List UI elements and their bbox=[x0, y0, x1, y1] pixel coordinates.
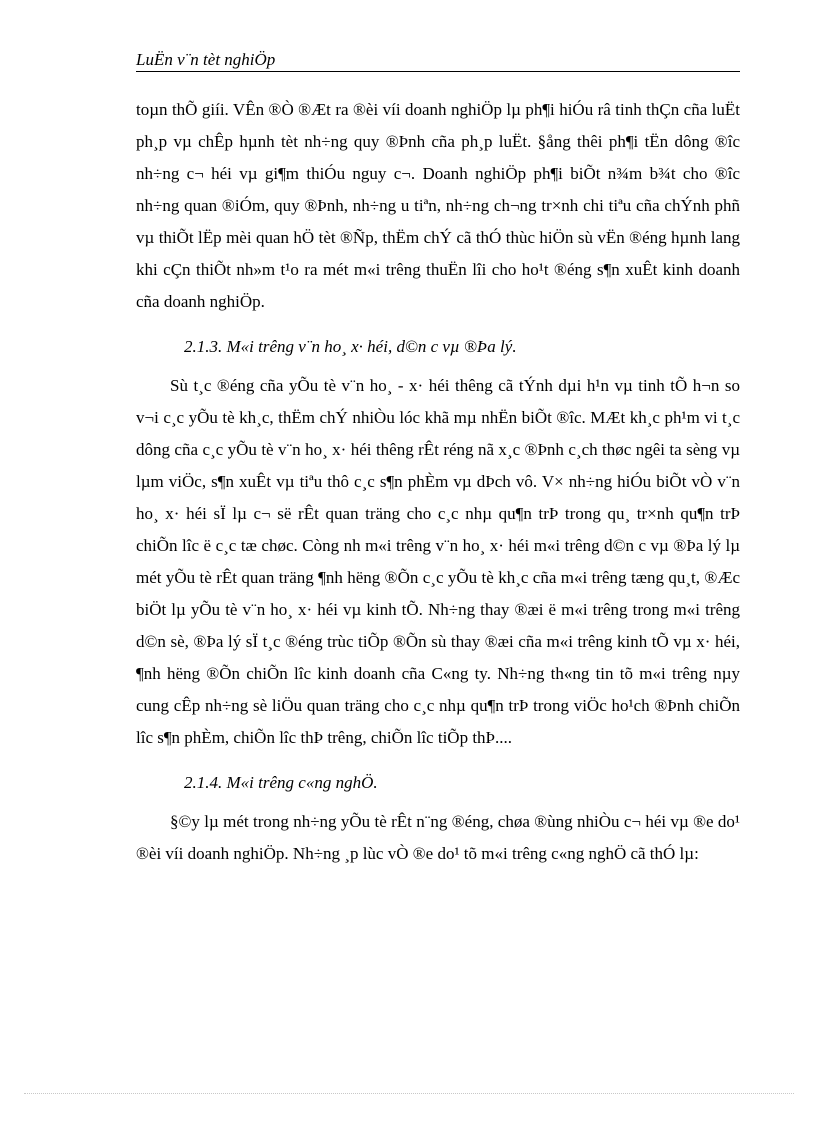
section-heading-2-1-3: 2.1.3. M«i trêng v¨n ho¸ x· héi, d©n c vµ ®Þa lý. bbox=[184, 337, 517, 356]
document-body bbox=[136, 94, 740, 870]
paragraph-cultural-environment: Sù t¸c ®éng cña yÕu tè v¨n ho¸ - x· héi thêng cã tÝnh dµi h¹n vµ tinh tÕ h¬n so v¬i c¸c yÕu tè kh¸c, thËm chÝ nhiÒu lóc khã mµ nhËn biÕt ®îc. MÆt kh¸c ph¹m vi t¸c dông cña c¸c yÕu tè v¨n ho¸ x· héi thêng rÊt réng nã x¸c ®Þnh c¸ch thøc ngêi ta sèng vµ lµm viÖc, s¶n xuÊt vµ tiªu thô c¸c s¶n phÈm vµ dÞch vô. V× nh÷ng hiÓu biÕt vÒ v¨n ho¸ x· héi sÏ lµ c¬ së rÊt quan träng cho c¸c nhµ qu¶n trÞ trong qu¸ tr×nh qu¶n trÞ chiÕn lîc ë c¸c tæ chøc. Còng nh m«i trêng v¨n ho¸ x· héi m«i trêng d©n c vµ ®Þa lý lµ mét yÕu tè rÊt quan träng ¶nh hëng ®Õn c¸c yÕu tè kh¸c cña m«i trêng tæng qu¸t, ®Æc biÖt lµ yÕu tè v¨n ho¸ x· héi vµ kinh tÕ. Nh÷ng thay ®æi ë m«i trêng trong m«i trêng d©n sè, ®Þa lý sÏ t¸c ®éng trùc tiÕp ®Õn sù thay ®æi cña m«i trêng kinh tÕ vµ x· héi, ¶nh hëng ®Õn chiÕn lîc kinh doanh cña C«ng ty. Nh÷ng th«ng tin tõ m«i trêng nµy cung cÊp nh÷ng sè liÖu quan träng cho c¸c nhµ qu¶n trÞ trong viÖc ho¹ch ®Þnh chiÕn lîc s¶n phÈm, chiÕn lîc thÞ trêng, chiÕn lîc tiÕp thÞ.... bbox=[136, 376, 740, 747]
section-heading-2-1-4: 2.1.4. M«i trêng c«ng nghÖ. bbox=[184, 773, 378, 792]
paragraph-legal-environment: toµn thÕ giíi. VÊn ®Ò ®Æt ra ®èi víi doanh nghiÖp lµ ph¶i hiÓu râ tinh thÇn cña luËt ph¸p vµ chÊp hµnh tèt nh÷ng quy ®Þnh cña ph¸p luËt. §ång thêi ph¶i tËn dông ®îc nh÷ng c¬ héi vµ gi¶m thiÓu nguy c¬. Doanh nghiÖp ph¶i biÕt n¾m b¾t cho ®îc nh÷ng quan ®iÓm, quy ®Þnh, nh÷ng u tiªn, nh÷ng ch¬ng tr×nh chi tiªu cña chÝnh phñ vµ thiÕt lËp mèi quan hÖ tèt ®Ñp, thËm chÝ cã thÓ thùc hiÖn sù vËn ®éng hµnh lang khi cÇn thiÕt nh»m t¹o ra mét m«i trêng thuËn lîi cho ho¹t ®éng s¶n xuÊt kinh doanh cña doanh nghiÖp. bbox=[136, 100, 740, 311]
paragraph-technology-environment: §©y lµ mét trong nh÷ng yÕu tè rÊt n¨ng ®éng, chøa ®ùng nhiÒu c¬ héi vµ ®e do¹ ®èi víi doanh nghiÖp. Nh÷ng ¸p lùc vÒ ®e do¹ tõ m«i trêng c«ng nghÖ cã thÓ lµ: bbox=[136, 812, 740, 863]
page-bottom-divider bbox=[24, 1093, 794, 1094]
page-header: LuËn v¨n tèt nghiÖp bbox=[136, 50, 740, 72]
